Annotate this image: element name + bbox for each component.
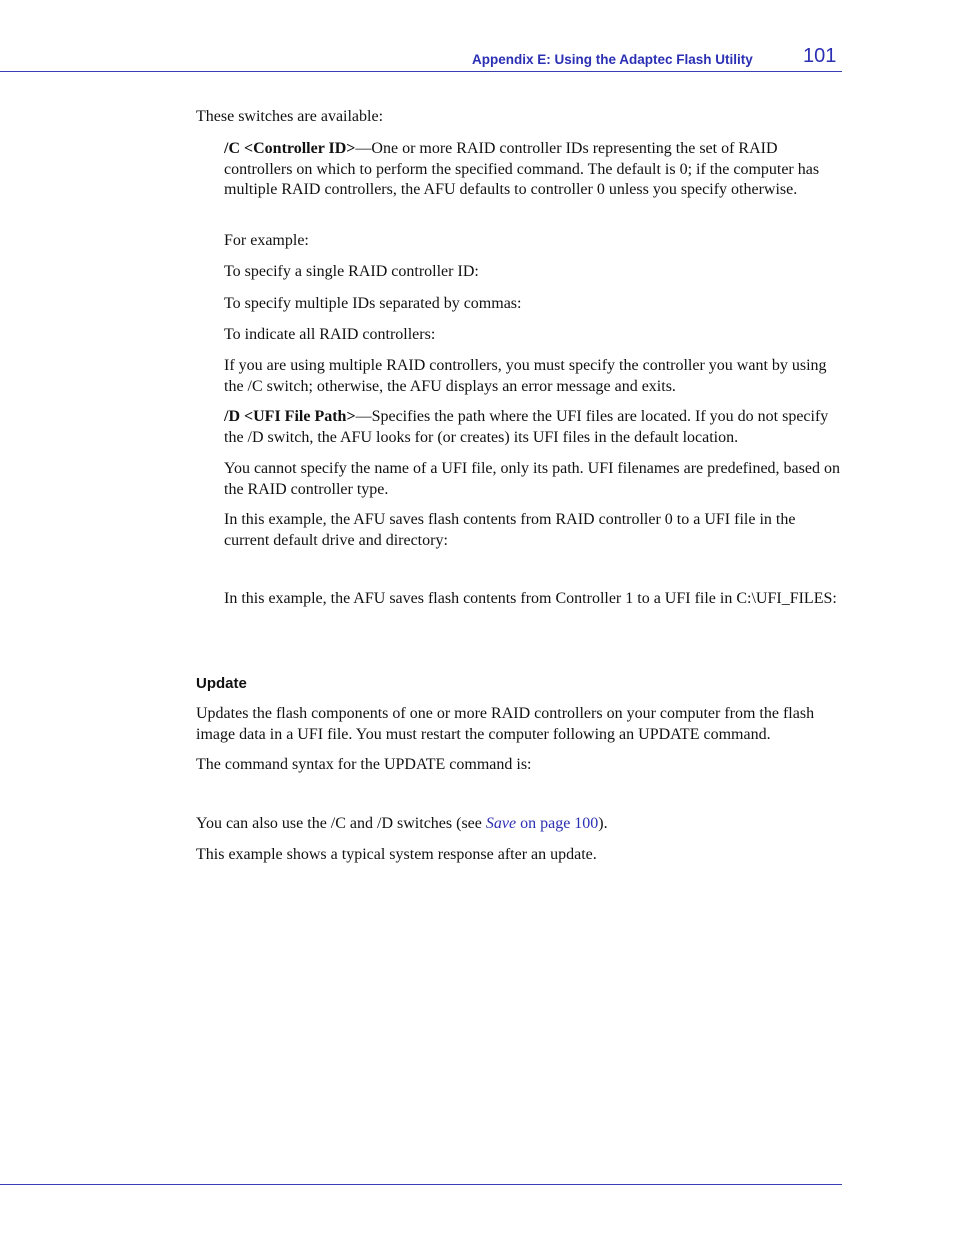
d-switch-term: /D <UFI File Path> xyxy=(224,408,356,425)
ufi-name-note-paragraph: You cannot specify the name of a UFI file, only its path. UFI filenames are predefined, based on the RAID controller type. xyxy=(224,460,840,498)
syntax-intro-paragraph: The command syntax for the UPDATE command is: xyxy=(196,756,532,773)
header-rule xyxy=(0,71,842,72)
for-example-paragraph: For example: xyxy=(224,232,309,249)
save-link-title: Save xyxy=(485,815,517,832)
update-heading: Update xyxy=(196,675,247,692)
footer-rule xyxy=(0,1184,842,1185)
intro-paragraph: These switches are available: xyxy=(196,108,384,125)
multiple-note-paragraph: If you are using multiple RAID controllers, you must specify the controller you want by using the /C switch; otherwise, the AFU displays an error message and exits. xyxy=(224,357,827,395)
d-switch-text: —Specifies the path where the UFI files are located. If you do not specify the /D switch, the AFU looks for (or creates) its UFI files in the default location. xyxy=(224,408,829,446)
c-switch-text: —One or more RAID controller IDs representing the set of RAID controllers on which to perform the specified command. The default is 0; if the computer has multiple RAID controllers, the AFU defaults to controller 0 unless you specify otherwise. xyxy=(224,140,820,198)
running-head: Appendix E: Using the Adaptec Flash Utility xyxy=(472,52,753,67)
example-path-paragraph: In this example, the AFU saves flash contents from Controller 1 to a UFI file in C:\UFI_FILES: xyxy=(224,590,837,607)
switches-reference-paragraph xyxy=(196,814,856,835)
example-default-paragraph: In this example, the AFU saves flash contents from RAID controller 0 to a UFI file in the current default drive and directory: xyxy=(224,511,796,549)
response-note-paragraph: This example shows a typical system response after an update. xyxy=(196,846,597,863)
all-controllers-paragraph: To indicate all RAID controllers: xyxy=(224,326,436,343)
update-description-paragraph: Updates the flash components of one or more RAID controllers on your computer from the flash image data in a UFI file. You must restart the computer following an UPDATE command. xyxy=(196,705,815,743)
single-id-paragraph: To specify a single RAID controller ID: xyxy=(224,263,479,280)
multiple-ids-paragraph: To specify multiple IDs separated by commas: xyxy=(224,295,522,312)
switches-ref-after: ). xyxy=(598,815,608,832)
c-switch-term: /C <Controller ID> xyxy=(224,140,356,157)
switches-ref-before: You can also use the /C and /D switches (see xyxy=(196,815,486,832)
page-number: 101 xyxy=(803,45,837,67)
c-switch-paragraph xyxy=(224,139,844,201)
save-cross-reference-link[interactable] xyxy=(486,815,598,832)
save-link-page: on page 100 xyxy=(516,815,599,832)
d-switch-paragraph xyxy=(224,407,844,448)
